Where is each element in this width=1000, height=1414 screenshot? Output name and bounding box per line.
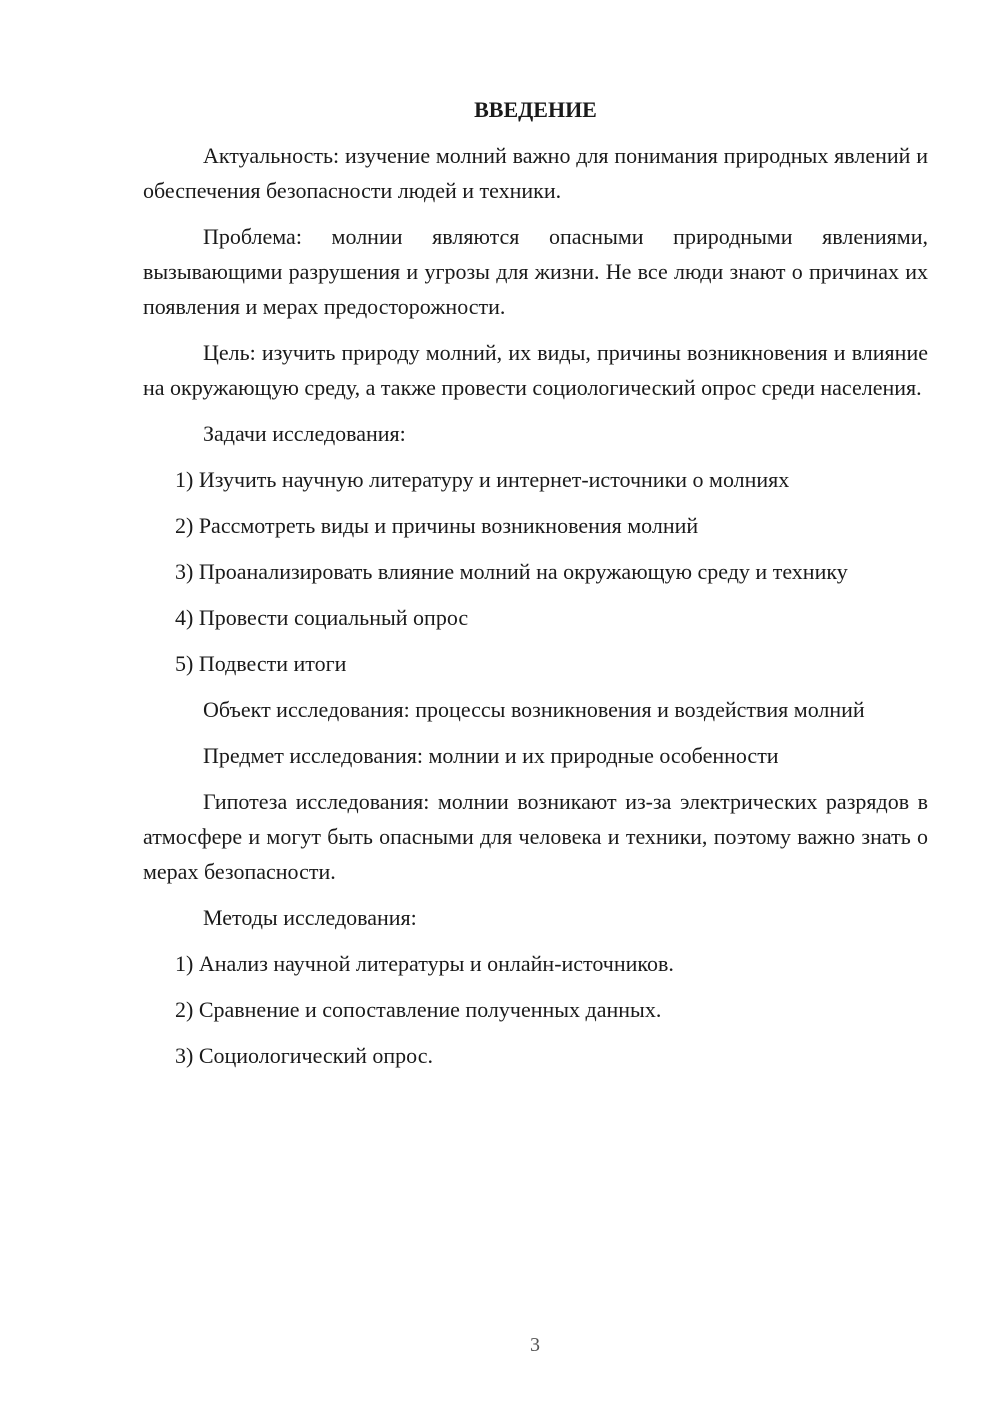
problem-paragraph: Проблема: молнии являются опасными природными явлениями, вызывающими разрушения и угрозы для жизни. Не все люди знают о причинах их появления и мерах предосторожности. bbox=[143, 224, 928, 319]
method-item: 3) Социологический опрос. bbox=[175, 1043, 433, 1068]
task-item: 1) Изучить научную литературу и интернет-источники о молниях bbox=[175, 467, 790, 492]
document-page bbox=[143, 92, 928, 1084]
tasks-heading: Задачи исследования: bbox=[203, 421, 406, 446]
methods-heading: Методы исследования: bbox=[203, 905, 417, 930]
section-title: ВВЕДЕНИЕ bbox=[474, 97, 597, 122]
hypothesis-paragraph: Гипотеза исследования: молнии возникают из-за электрических разрядов в атмосфере и могут быть опасными для человека и техники, поэтому важно знать о мерах безопасности. bbox=[143, 789, 928, 884]
subject-paragraph: Предмет исследования: молнии и их природные особенности bbox=[203, 743, 779, 768]
page-number: 3 bbox=[530, 1334, 540, 1356]
method-item: 1) Анализ научной литературы и онлайн-источников. bbox=[175, 951, 674, 976]
task-item: 5) Подвести итоги bbox=[175, 651, 347, 676]
relevance-paragraph: Актуальность: изучение молний важно для понимания природных явлений и обеспечения безопасности людей и техники. bbox=[143, 143, 928, 203]
method-item: 2) Сравнение и сопоставление полученных данных. bbox=[175, 997, 662, 1022]
object-paragraph: Объект исследования: процессы возникновения и воздействия молний bbox=[203, 697, 865, 722]
task-item: 4) Провести социальный опрос bbox=[175, 605, 469, 630]
goal-paragraph: Цель: изучить природу молний, их виды, причины возникновения и влияние на окружающую среду, а также провести социологический опрос среди населения. bbox=[143, 340, 928, 400]
task-item: 3) Проанализировать влияние молний на окружающую среду и технику bbox=[175, 559, 848, 584]
task-item: 2) Рассмотреть виды и причины возникновения молний bbox=[175, 513, 699, 538]
